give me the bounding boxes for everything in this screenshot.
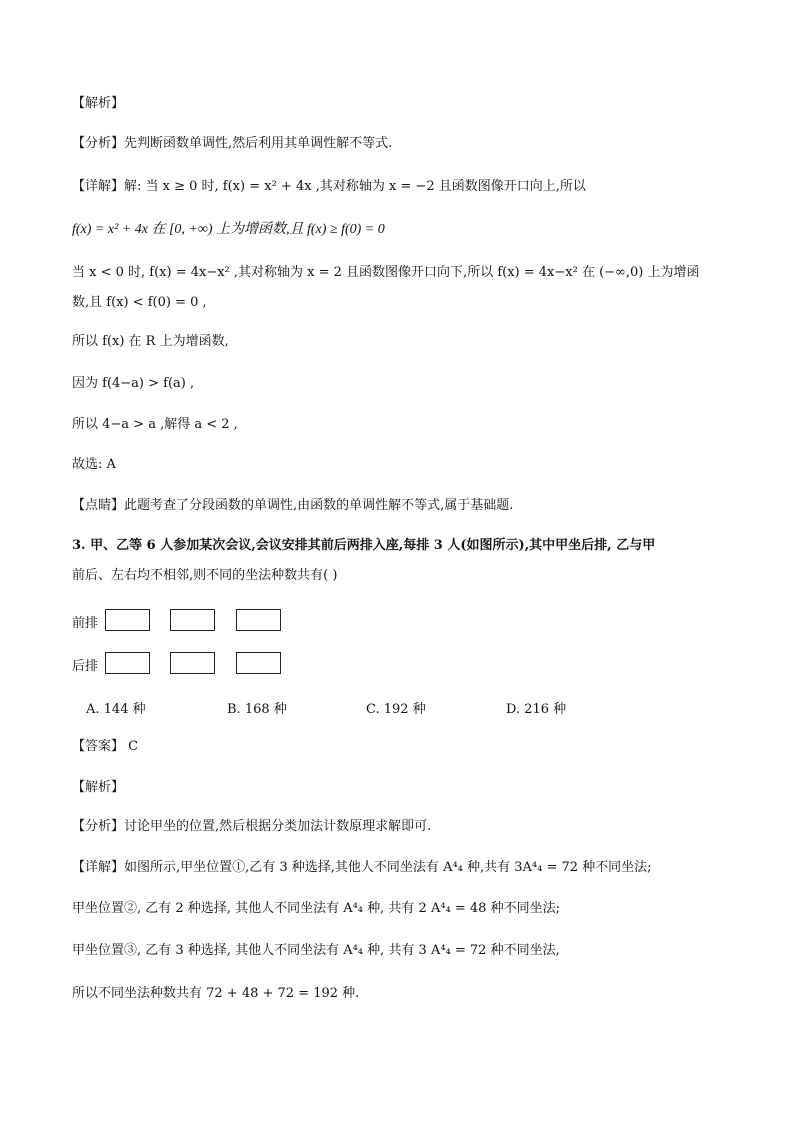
dianjing-text: 【点睛】此题考查了分段函数的单调性,由函数的单调性解不等式,属于基础题. [72,498,514,513]
analysis-text-q3: 【分析】讨论甲坐的位置,然后根据分类加法计数原理求解即可. [72,819,432,834]
answer-text: 【答案】 C [72,739,139,754]
detail-q3-line-4: 所以不同坐法种数共有 72 + 48 + 72 = 192 种. [72,986,360,1001]
detail-line-1: 【详解】解: 当 x ≥ 0 时, f(x) = x² + 4x ,其对称轴为 x = −2 且函数图像开口向上,所以 [72,179,586,194]
detail-line-3: 当 x < 0 时, f(x) = 4x−x² ,其对称轴为 x = 2 且函数图像开口向下,所以 f(x) = 4x−x² 在 (−∞,0) 上为增函 [72,265,700,280]
detail-line-4: 数,且 f(x) < f(0) = 0 , [72,295,207,310]
detail-line-5: 所以 f(x) 在 R 上为增函数, [72,334,229,349]
front-seat-1 [105,609,150,631]
choice-text: 故选: A [72,457,116,472]
option-c: C. 192 种 [366,702,426,717]
back-row-label: 后排 [72,659,99,674]
detail-q3-line-1: 【详解】如图所示,甲坐位置①,乙有 3 种选择,其他人不同坐法有 A⁴₄ 种,共有 3A⁴₄ = 72 种不同坐法; [72,860,652,875]
back-seat-1 [105,652,150,674]
front-seat-3 [236,609,281,631]
detail-line-7: 所以 4−a > a ,解得 a < 2 , [72,417,238,432]
detail-q3-line-2: 甲坐位置②, 乙有 2 种选择, 其他人不同坐法有 A⁴₄ 种, 共有 2 A⁴₄ = 48 种不同坐法; [72,901,560,916]
front-seat-2 [170,609,215,631]
back-seat-2 [170,652,215,674]
analysis-text: 【分析】先判断函数单调性,然后利用其单调性解不等式. [72,136,393,151]
option-a: A. 144 种 [86,702,146,717]
back-seat-3 [236,652,281,674]
jiexi-heading-q3: 【解析】 [72,780,125,795]
front-row-label: 前排 [72,616,99,631]
question-stem-line-1: 3. 甲、乙等 6 人参加某次会议,会议安排其前后两排入座,每排 3 人(如图所示),其中甲坐后排, 乙与甲 [72,538,656,553]
detail-line-2: f(x) = x² + 4x 在 [0, +∞) 上为增函数,且 f(x) ≥ f(0) = 0 [72,222,385,237]
detail-q3-line-3: 甲坐位置③, 乙有 3 种选择, 其他人不同坐法有 A⁴₄ 种, 共有 3 A⁴₄ = 72 种不同坐法, [72,943,560,958]
option-b: B. 168 种 [227,702,287,717]
jiexi-heading: 【解析】 [72,96,125,111]
detail-line-6: 因为 f(4−a) > f(a) , [72,376,195,391]
question-stem-line-2: 前后、左右均不相邻,则不同的坐法种数共有( ) [72,568,338,583]
option-d: D. 216 种 [506,702,567,717]
